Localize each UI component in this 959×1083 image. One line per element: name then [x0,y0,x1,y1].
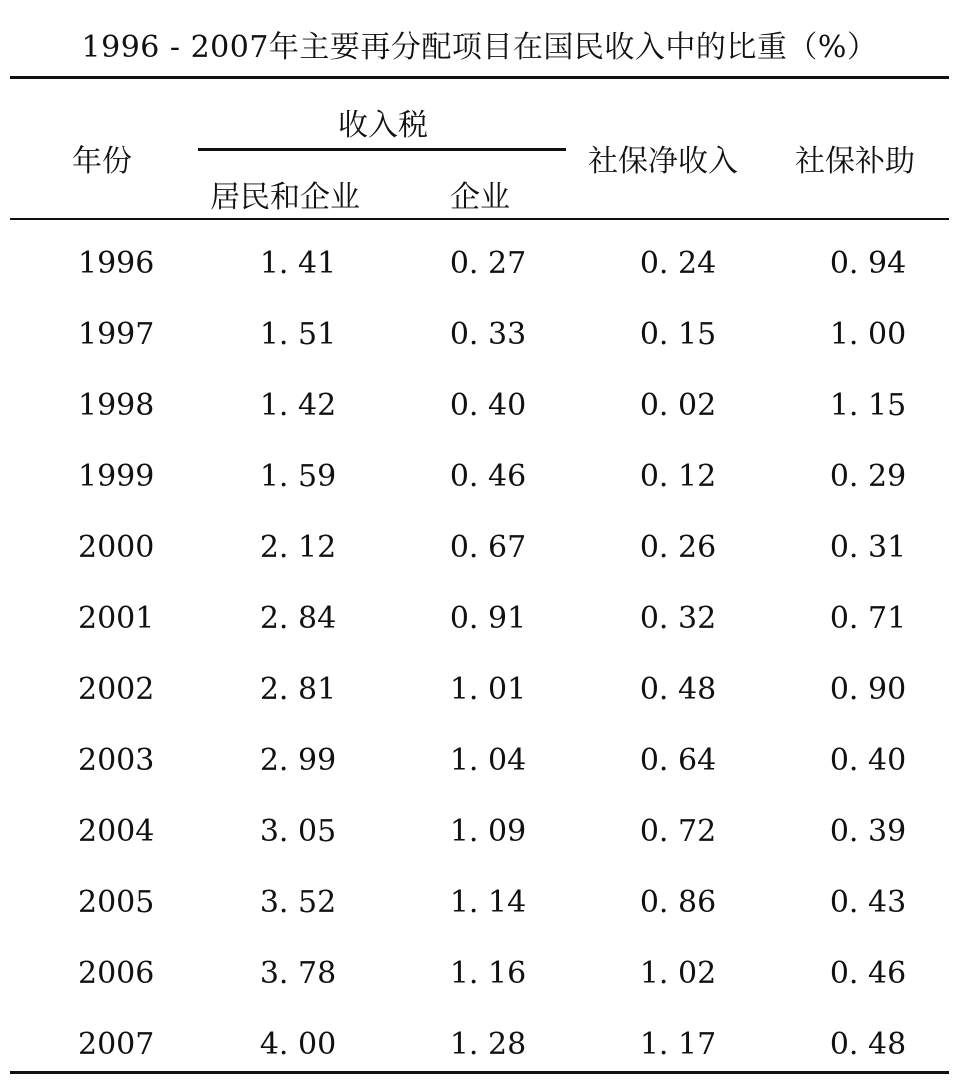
value-cell: 1. 51 [259,317,337,352]
value-cell: 0. 15 [639,317,717,352]
header-social-security-net-income: 社保净收入 [588,144,738,179]
value-cell: 0. 39 [829,814,907,849]
value-cell: 0. 29 [829,459,907,494]
value-cell: 1. 17 [639,1027,717,1062]
year-cell: 2002 [78,672,155,707]
value-cell: 0. 46 [829,956,907,991]
value-cell: 0. 32 [639,601,717,636]
value-cell: 0. 12 [639,459,717,494]
value-cell: 3. 05 [259,814,337,849]
value-cell: 0. 27 [449,246,527,281]
income-tax-underline [198,148,566,151]
year-cell: 2000 [78,530,155,565]
year-cell: 2003 [78,743,155,778]
value-cell: 0. 71 [829,601,907,636]
value-cell: 0. 31 [829,530,907,565]
value-cell: 0. 26 [639,530,717,565]
year-cell: 2001 [78,601,155,636]
value-cell: 0. 40 [829,743,907,778]
value-cell: 1. 42 [259,388,337,423]
value-cell: 1. 15 [829,388,907,423]
value-cell: 0. 24 [639,246,717,281]
table-row [10,441,949,512]
table-row [10,796,949,867]
value-cell: 1. 04 [449,743,527,778]
value-cell: 1. 01 [449,672,527,707]
value-cell: 0. 48 [639,672,717,707]
value-cell: 2. 81 [259,672,337,707]
table-row [10,299,949,370]
value-cell: 2. 84 [259,601,337,636]
table-title: 1996 - 2007年主要再分配项目在国民收入中的比重（%） [81,30,878,65]
table-row [10,725,949,796]
bottom-rule [10,1071,949,1074]
table-row [10,583,949,654]
year-cell: 2004 [78,814,155,849]
table-title-area [10,0,949,80]
value-cell: 3. 52 [259,885,337,920]
value-cell: 0. 48 [829,1027,907,1062]
value-cell: 0. 86 [639,885,717,920]
value-cell: 0. 02 [639,388,717,423]
table-row [10,228,949,299]
header-social-security-subsidy: 社保补助 [795,144,915,179]
value-cell: 0. 91 [449,601,527,636]
year-cell: 1997 [78,317,155,352]
value-cell: 2. 99 [259,743,337,778]
header-year: 年份 [72,144,132,179]
value-cell: 1. 02 [639,956,717,991]
header-enterprises: 企业 [450,180,510,215]
value-cell: 1. 28 [449,1027,527,1062]
year-cell: 2006 [78,956,155,991]
value-cell: 0. 40 [449,388,527,423]
value-cell: 2. 12 [259,530,337,565]
value-cell: 1. 16 [449,956,527,991]
value-cell: 1. 41 [259,246,337,281]
value-cell: 1. 14 [449,885,527,920]
value-cell: 0. 67 [449,530,527,565]
value-cell: 0. 90 [829,672,907,707]
header-residents-and-enterprises: 居民和企业 [210,180,360,215]
table-row [10,1009,949,1080]
table-row [10,512,949,583]
table-row [10,867,949,938]
value-cell: 0. 64 [639,743,717,778]
year-cell: 1999 [78,459,155,494]
table-row [10,938,949,1009]
value-cell: 0. 46 [449,459,527,494]
header-income-tax: 收入税 [338,108,428,143]
table-row [10,654,949,725]
year-cell: 1998 [78,388,155,423]
year-cell: 1996 [78,246,155,281]
value-cell: 1. 59 [259,459,337,494]
value-cell: 0. 94 [829,246,907,281]
value-cell: 1. 00 [829,317,907,352]
year-cell: 2007 [78,1027,155,1062]
value-cell: 0. 33 [449,317,527,352]
value-cell: 4. 00 [259,1027,337,1062]
value-cell: 1. 09 [449,814,527,849]
year-cell: 2005 [78,885,155,920]
table-row [10,370,949,441]
value-cell: 3. 78 [259,956,337,991]
value-cell: 0. 72 [639,814,717,849]
top-rule [10,76,949,79]
value-cell: 0. 43 [829,885,907,920]
header-bottom-rule [10,218,949,220]
